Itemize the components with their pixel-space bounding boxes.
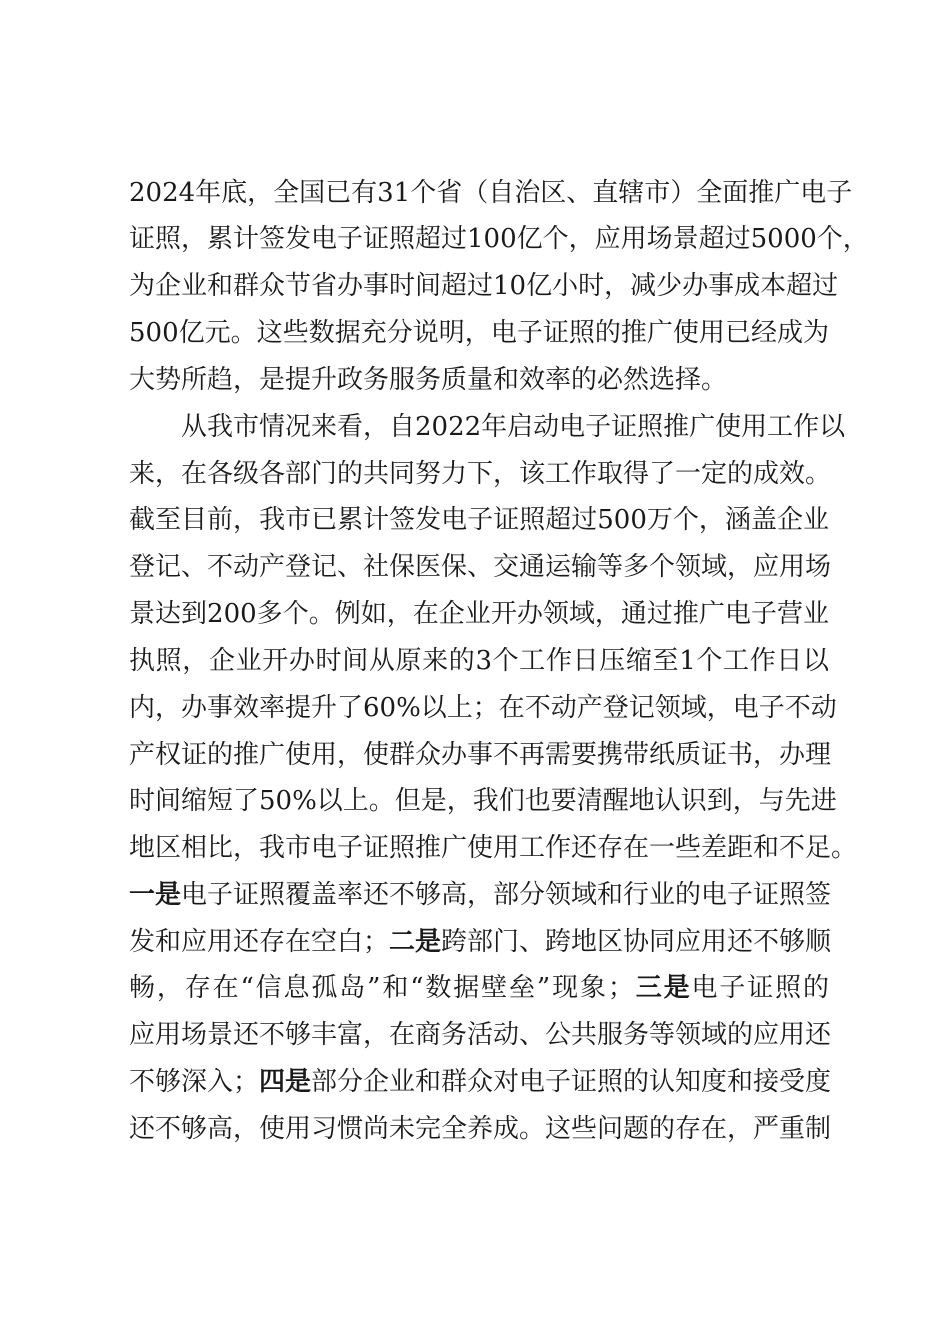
- text-run: 产权证的推广使用，使群众办事不再需要携带纸质证书，办理: [129, 740, 832, 770]
- text-run: 500亿元。这些数据充分说明，电子证照的推广使用已经成为: [129, 318, 829, 348]
- text-line: [129, 266, 839, 306]
- text-run: 从我市情况来看，自2022年启动电子证照推广使用工作以: [181, 412, 846, 442]
- text-run: 电子证照的: [691, 973, 829, 1003]
- text-line: [129, 968, 829, 1008]
- text-line: [129, 735, 832, 775]
- text-run: 执照，企业开办时间从原来的3个工作日压缩至1个工作日以: [129, 646, 829, 676]
- text-line: [129, 173, 853, 213]
- text-run: 畅，存在“信息孤岛”和“数据壁垒”现象；: [129, 973, 634, 1003]
- text-run: 证照，累计签发电子证照超过100亿个，应用场景超过5000个，: [129, 224, 869, 254]
- text-line: [129, 641, 829, 681]
- text-run: 内，办事效率提升了60%以上；在不动产登记领域，电子不动: [129, 693, 837, 723]
- text-line: [129, 1062, 832, 1102]
- text-run: 登记、不动产登记、社保医保、交通运输等多个领域，应用场: [129, 552, 832, 582]
- text-run: 为企业和群众节省办事时间超过10亿小时，减少办事成本超过: [129, 271, 839, 301]
- text-line: [129, 594, 829, 634]
- text-line: [129, 828, 858, 868]
- emphasis-text: 一是: [129, 880, 182, 910]
- text-run: 跨部门、跨地区协同应用还不够顺: [441, 927, 832, 957]
- text-run: 大势所趋，是提升政务服务质量和效率的必然选择。: [129, 365, 728, 395]
- text-line: [129, 500, 829, 540]
- text-line: [129, 454, 832, 494]
- text-run: 还不够高，使用习惯尚未完全养成。这些问题的存在，严重制: [129, 1114, 832, 1144]
- emphasis-text: 二是: [389, 927, 442, 957]
- text-run: 发和应用还存在空白；: [129, 927, 390, 957]
- text-line: [129, 688, 837, 728]
- text-run: 部分企业和群众对电子证照的认知度和接受度: [311, 1067, 832, 1097]
- text-run: 不够深入；: [129, 1067, 260, 1097]
- emphasis-text: 四是: [259, 1067, 312, 1097]
- text-line: [129, 1109, 832, 1149]
- text-run: 2024年底，全国已有31个省（自治区、直辖市）全面推广电子: [129, 178, 853, 208]
- text-line: [129, 1015, 832, 1055]
- text-line: [129, 219, 869, 259]
- text-line: [129, 781, 837, 821]
- text-line: [181, 407, 846, 447]
- text-run: 时间缩短了50%以上。但是，我们也要清醒地认识到，与先进: [129, 786, 837, 816]
- text-run: 景达到200多个。例如，在企业开办领域，通过推广电子营业: [129, 599, 829, 629]
- emphasis-text: 三是: [633, 973, 692, 1003]
- text-run: 应用场景还不够丰富，在商务活动、公共服务等领域的应用还: [129, 1020, 832, 1050]
- text-line: [129, 313, 829, 353]
- text-line: [129, 360, 829, 400]
- text-run: 截至目前，我市已累计签发电子证照超过500万个，涵盖企业: [129, 505, 829, 535]
- text-line: [129, 875, 832, 915]
- text-run: 来，在各级各部门的共同努力下，该工作取得了一定的成效。: [129, 459, 832, 489]
- text-line: [129, 547, 832, 587]
- text-run: 地区相比，我市电子证照推广使用工作还存在一些差距和不足。: [129, 833, 858, 863]
- text-run: 电子证照覆盖率还不够高，部分领域和行业的电子证照签: [181, 880, 832, 910]
- text-line: [129, 922, 832, 962]
